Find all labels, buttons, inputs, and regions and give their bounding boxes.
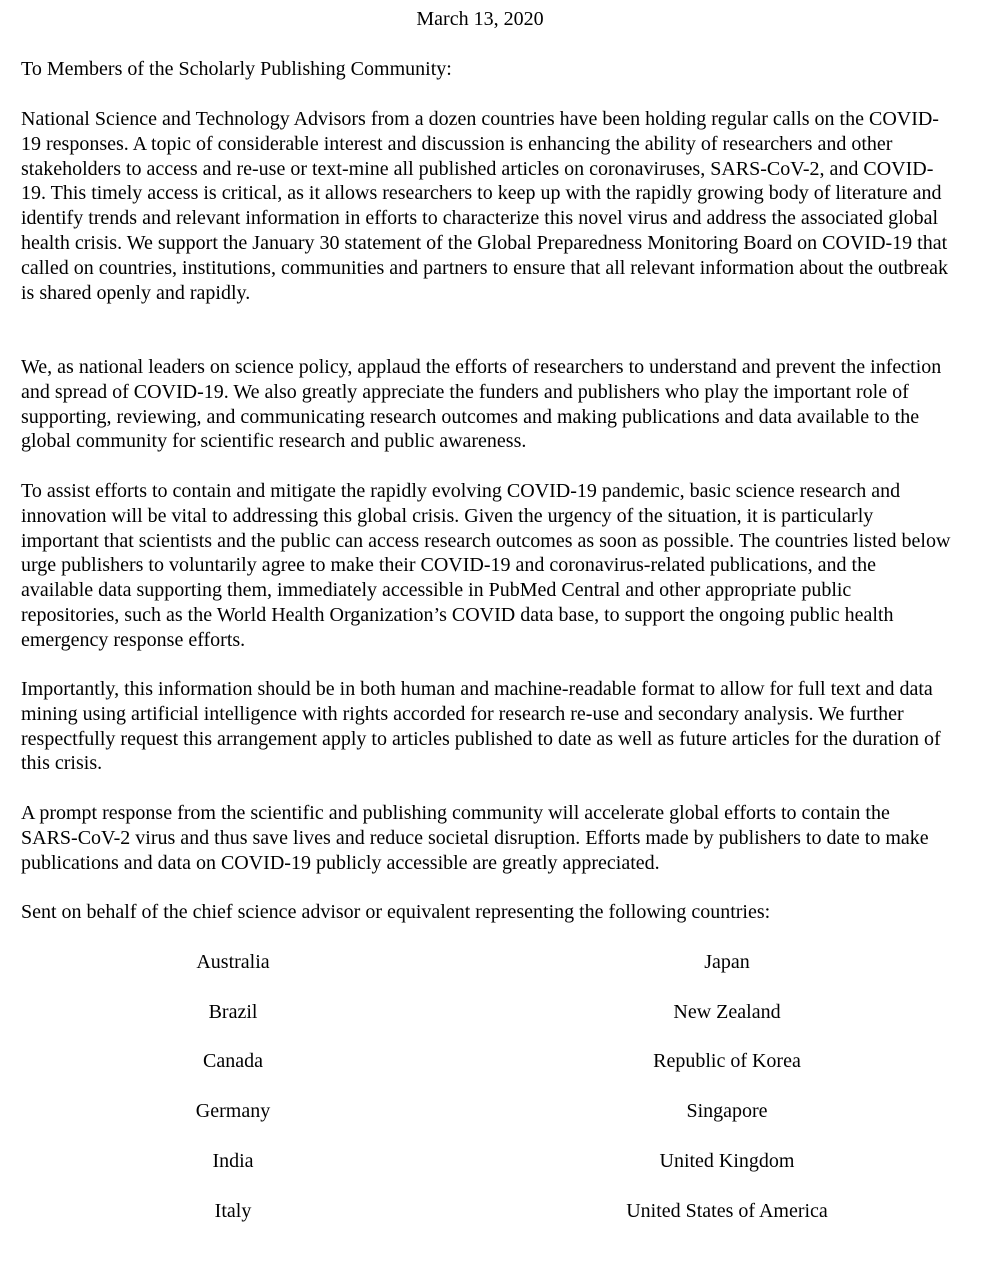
country-left-3: Canada [203,1050,263,1072]
country-left-6: Italy [214,1200,252,1222]
country-right-3: Republic of Korea [653,1050,801,1072]
letter-salutation: To Members of the Scholarly Publishing Community: [21,58,452,80]
country-right-1: Japan [704,951,750,973]
paragraph-3: To assist efforts to contain and mitigate the rapidly evolving COVID-19 pandemic, basic science research and innovation will be vital to addressing this global crisis. Given the urgency of the situation, it is particularly important that scientists and the public can access research outcomes as soon as possible. The countries listed below urge publishers to voluntarily agree to make their COVID-19 and coronavirus-related publications, and the available data supporting them, immediately accessible in PubMed Central and other appropriate public repositories, such as the World Health Organization’s COVID data base, to support the ongoing public health emergency response efforts. [21,480,951,651]
paragraph-4: Importantly, this information should be in both human and machine-readable format to allow for full text and data mining using artificial intelligence with rights accorded for research re-use and secondary analysis. We further respectfully request this arrangement apply to articles published to date as well as future articles for the duration of this crisis. [21,678,941,775]
country-right-2: New Zealand [673,1001,781,1023]
country-left-5: India [212,1150,254,1172]
letter-date: March 13, 2020 [416,8,544,30]
paragraph-6: Sent on behalf of the chief science advisor or equivalent representing the following countries: [21,901,771,923]
paragraph-1: National Science and Technology Advisors from a dozen countries have been holding regular calls on the COVID-19 responses. A topic of considerable interest and discussion is enhancing the ability of researchers and other stakeholders to access and re-use or text-mine all published articles on coronaviruses, SARS-CoV-2, and COVID-19. This timely access is critical, as it allows researchers to keep up with the rapidly growing body of literature and identify trends and relevant information in efforts to characterize this novel virus and address the associated global health crisis. We support the January 30 statement of the Global Preparedness Monitoring Board on COVID-19 that called on countries, institutions, communities and partners to ensure that all relevant information about the outbreak is shared openly and rapidly. [21,108,948,304]
country-right-6: United States of America [626,1200,828,1222]
paragraph-2: We, as national leaders on science policy, applaud the efforts of researchers to understand and prevent the infection and spread of COVID-19. We also greatly appreciate the funders and publishers who play the important role of supporting, reviewing, and communicating research outcomes and making publications and data available to the global community for scientific research and public awareness. [21,356,942,453]
paragraph-5: A prompt response from the scientific and publishing community will accelerate global efforts to contain the SARS-CoV-2 virus and thus save lives and reduce societal disruption. Efforts made by publishers to date to make publications and data on COVID-19 publicly accessible are greatly appreciated. [21,802,929,874]
country-left-2: Brazil [208,1001,258,1023]
country-right-5: United Kingdom [659,1150,795,1172]
country-right-4: Singapore [686,1100,768,1122]
country-left-4: Germany [195,1100,271,1122]
country-left-1: Australia [196,951,270,973]
